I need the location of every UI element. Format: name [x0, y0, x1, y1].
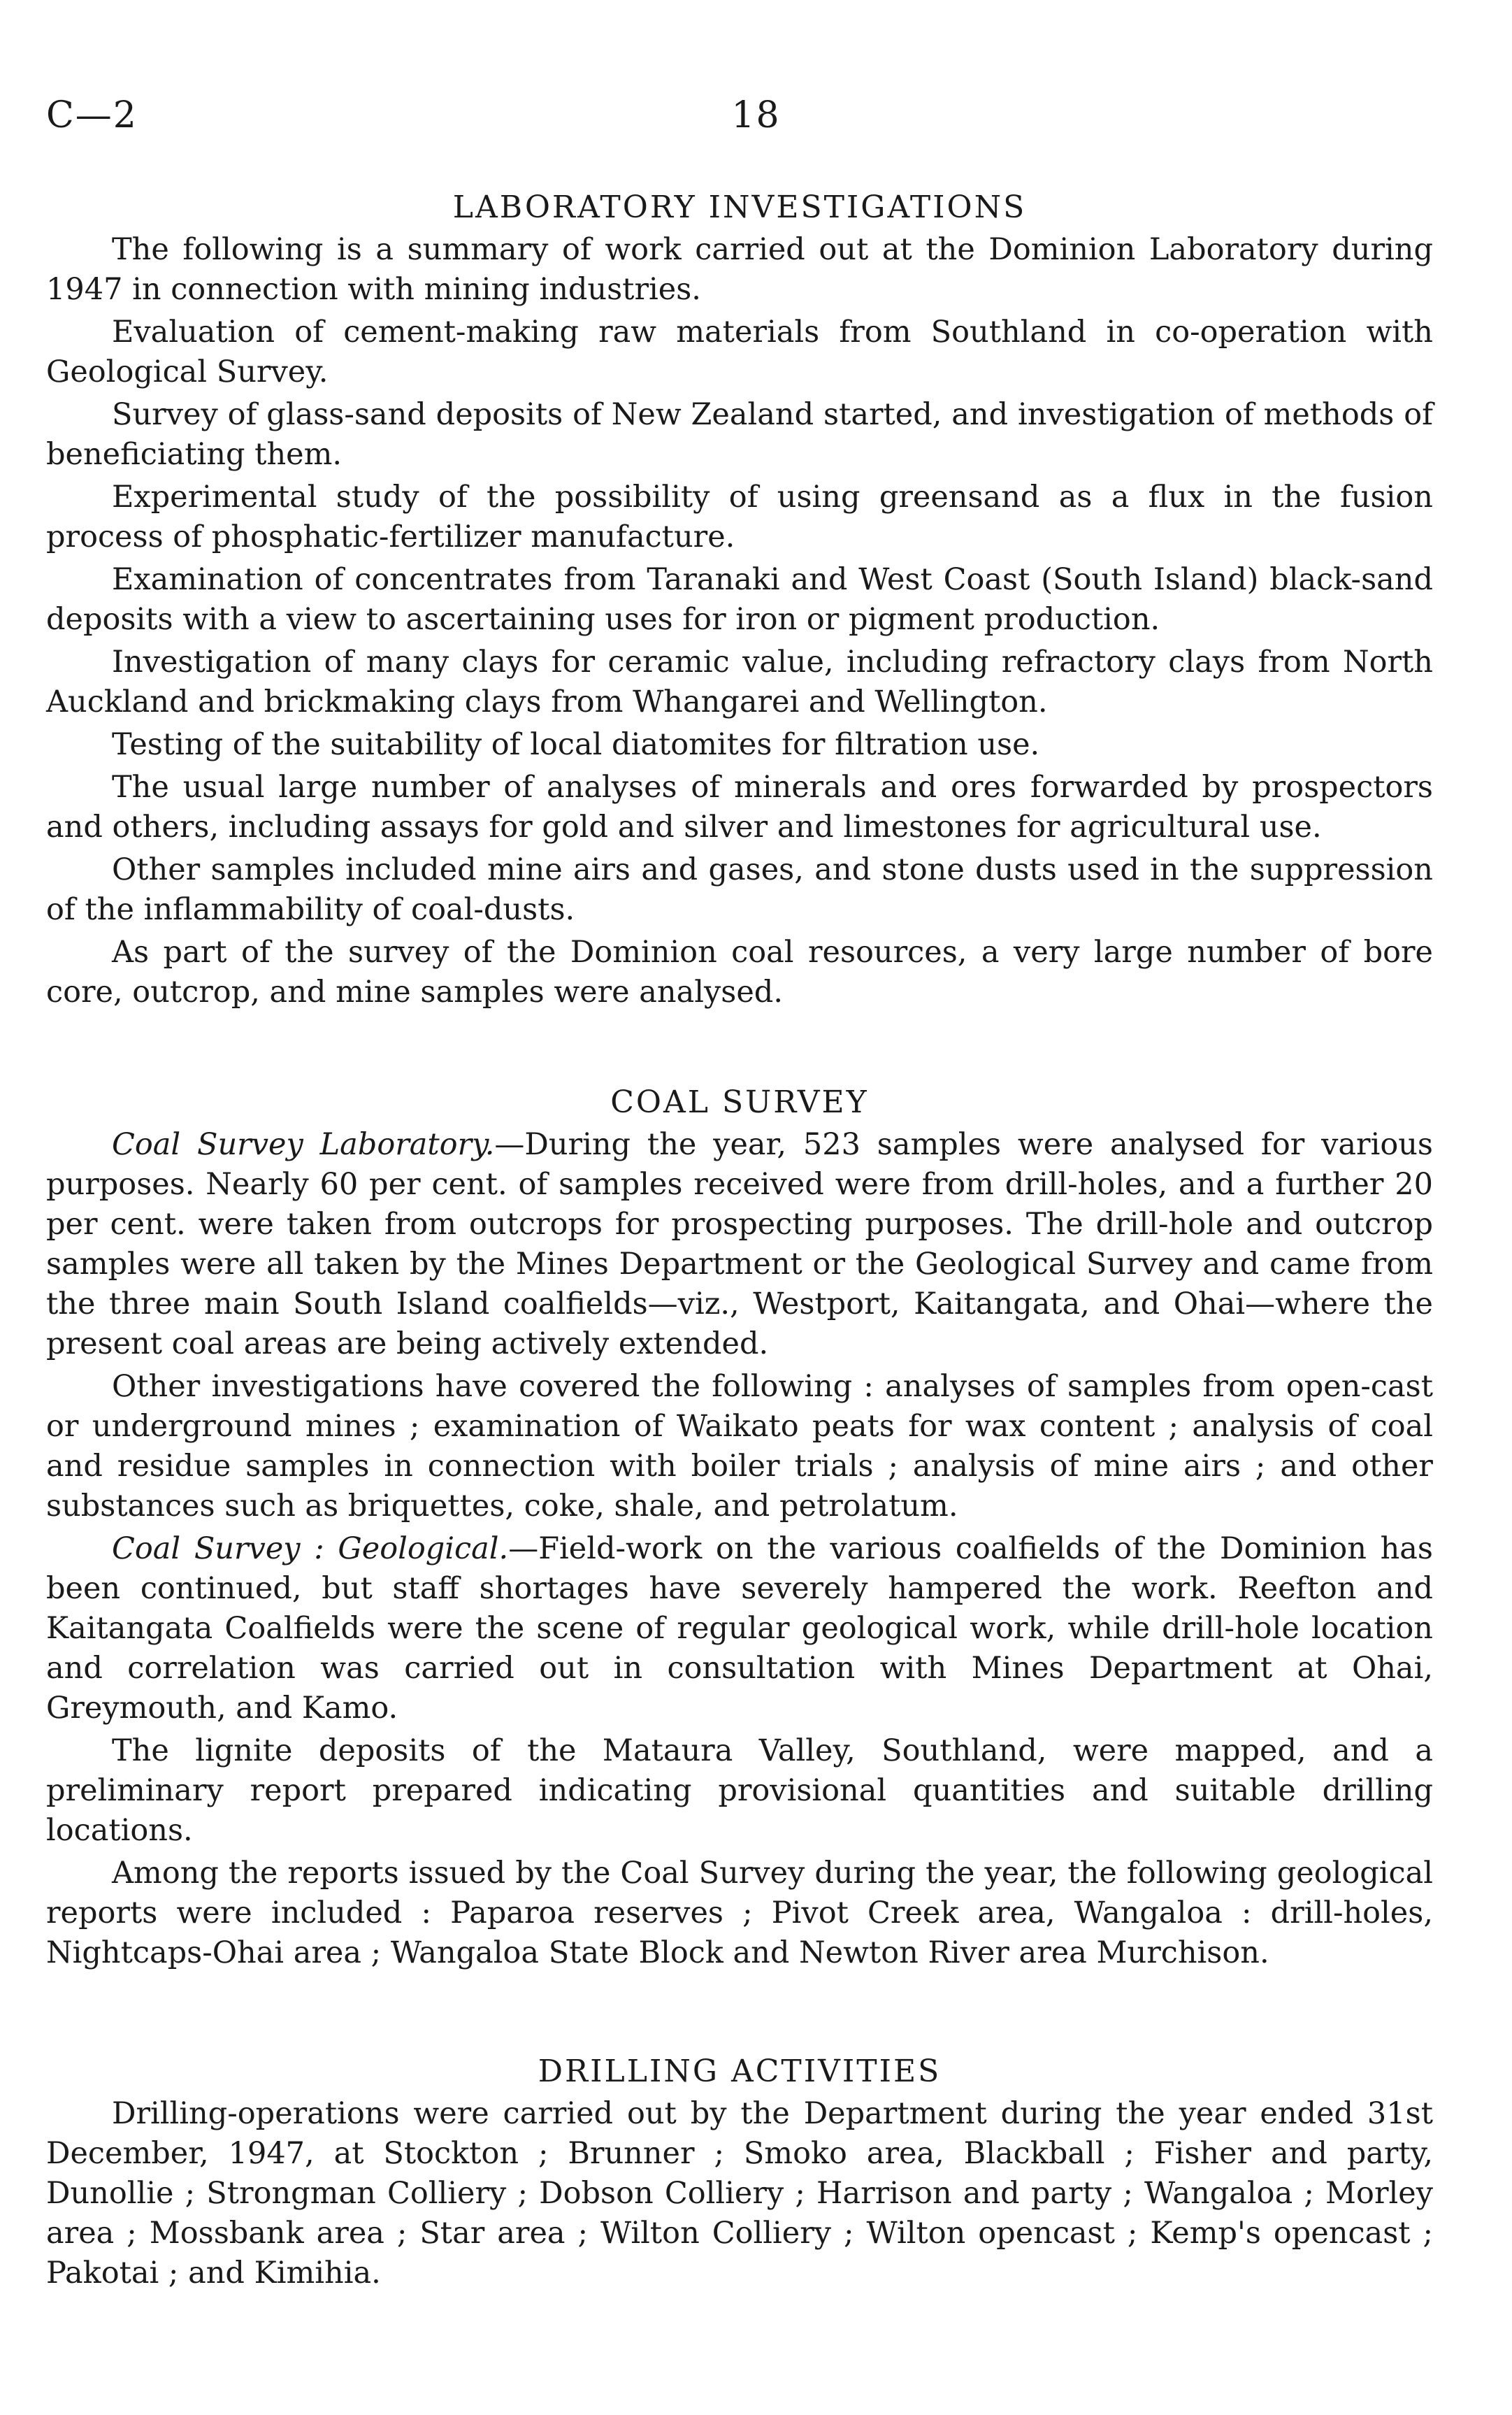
- paragraph: [46, 1529, 1433, 1728]
- run-in-heading: Coal Survey : Geological.: [112, 1531, 509, 1566]
- page-number: 18: [731, 94, 781, 136]
- paragraph: Evaluation of cement-making raw materials from Southland in co-operation with Geological Survey.: [46, 315, 1433, 389]
- section-drilling-activities: [46, 2051, 1433, 2293]
- paragraph: Drilling-operations were carried out by the Department during the year ended 31st December, 1947, at Stockton ; Brunner ; Smoko area, Blackball ; Fisher and party, Dunollie ; Strongman Colliery ; Dobson Colliery ; Harrison and party ; Wangaloa ; Morley area ; Mossbank area ; Star area ; Wilton Colliery ; Wilton opencast ; Kemp's opencast ; Pakotai ; and Kimihia.: [46, 2096, 1433, 2291]
- paragraph-body: —During the year, 523 samples were analysed for various purposes. Nearly 60 per cent. of samples received were from drill-holes, and a further 20 per cent. were taken from outcrops for prospecting purposes. The drill-hole and outcrop samples were all taken by the Mines Department or the Geological Survey and came from the three main South Island coalfields—viz., Westport, Kaitangata, and Ohai—where the present coal areas are being actively extended.: [46, 1127, 1433, 1361]
- section-title: DRILLING ACTIVITIES: [538, 2054, 942, 2089]
- section-title: COAL SURVEY: [610, 1084, 869, 1120]
- paragraph: Survey of glass-sand deposits of New Zealand started, and investigation of methods of beneficiating them.: [46, 397, 1433, 472]
- section-coal-survey: [46, 1082, 1433, 1973]
- paragraph: [46, 1125, 1433, 1364]
- paragraph: Experimental study of the possibility of using greensand as a flux in the fusion process of phosphatic-fertilizer manufacture.: [46, 480, 1433, 554]
- paragraph-body: —Field-work on the various coalfields of the Dominion has been continued, but staff shortages have severely hampered the work. Reefton and Kaitangata Coalfields were the scene of regular geological work, while drill-hole location and correlation was carried out in consultation with Mines Department at Ohai, Greymouth, and Kamo.: [46, 1531, 1434, 1726]
- paragraph: Among the reports issued by the Coal Survey during the year, the following geological reports were included : Paparoa reserves ; Pivot Creek area, Wangaloa : drill-holes, Nightcaps-Ohai area ; Wangaloa State Block and Newton River area Murchison.: [46, 1856, 1433, 1970]
- paragraph: Other samples included mine airs and gases, and stone dusts used in the suppression of the inflammability of coal-dusts.: [46, 852, 1433, 927]
- paragraph: As part of the survey of the Dominion coal resources, a very large number of bore core, outcrop, and mine samples were analysed.: [46, 935, 1433, 1010]
- paragraph: The usual large number of analyses of minerals and ores forwarded by prospectors and others, including assays for gold and silver and limestones for agricultural use.: [46, 770, 1433, 845]
- paragraph: The following is a summary of work carried out at the Dominion Laboratory during 1947 in connection with mining industries.: [46, 232, 1433, 307]
- paragraph: Examination of concentrates from Taranaki and West Coast (South Island) black-sand deposits with a view to ascertaining uses for iron or pigment production.: [46, 562, 1433, 637]
- page-content: [46, 187, 1433, 2296]
- paragraph: Investigation of many clays for ceramic value, including refractory clays from North Auckland and brickmaking clays from Whangarei and Wellington.: [46, 645, 1433, 719]
- paragraph: Other investigations have covered the following : analyses of samples from open-cast or underground mines ; examination of Waikato peats for wax content ; analysis of coal and residue samples in connection with boiler trials ; analysis of mine airs ; and other substances such as briquettes, coke, shale, and petrolatum.: [46, 1369, 1433, 1524]
- page-header: [46, 94, 1466, 143]
- run-in-heading: Coal Survey Laboratory.: [112, 1127, 495, 1162]
- section-laboratory-investigations: [46, 187, 1433, 1012]
- paragraph: Testing of the suitability of local diatomites for filtration use.: [112, 727, 1040, 762]
- section-title: LABORATORY INVESTIGATIONS: [452, 189, 1027, 225]
- document-reference: C—2: [46, 94, 138, 136]
- paragraph: The lignite deposits of the Mataura Valley, Southland, were mapped, and a preliminary report prepared indicating provisional quantities and suitable drilling locations.: [46, 1733, 1433, 1848]
